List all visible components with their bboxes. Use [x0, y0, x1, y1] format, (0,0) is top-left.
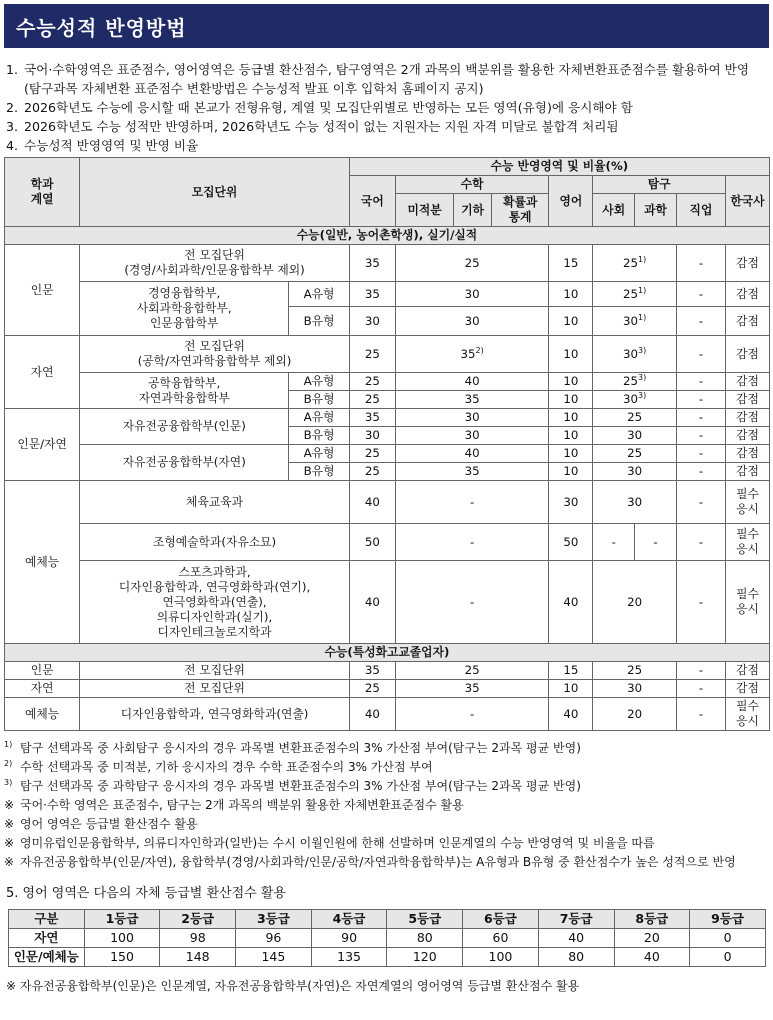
korean-cell: 25	[349, 373, 395, 391]
inquiry-cell: 30	[593, 463, 677, 481]
english-cell: 10	[549, 427, 593, 445]
english-cell: 10	[549, 307, 593, 336]
note-text: 영어 영역은 등급별 환산점수 활용	[20, 817, 198, 831]
intro-text: 2026학년도 수능 성적만 반영하며, 2026학년도 수능 성적이 없는 지원자는 지원 자격 미달로 불합격 처리됨	[24, 119, 619, 134]
english-cell: 40	[549, 698, 593, 731]
job-cell: -	[676, 698, 725, 731]
job-cell: -	[676, 445, 725, 463]
job-cell: -	[676, 282, 725, 307]
inquiry-cell: 20	[593, 561, 677, 644]
job-cell: -	[676, 662, 725, 680]
math-cell: 30	[395, 427, 549, 445]
english-grade-table	[8, 909, 766, 967]
korean-cell: 40	[349, 481, 395, 524]
job-cell: -	[676, 409, 725, 427]
korean-cell: 35	[349, 409, 395, 427]
history-cell: 감점	[726, 427, 770, 445]
english-row	[9, 929, 766, 948]
math-cell: -	[395, 481, 549, 524]
history-cell: 감점	[726, 245, 770, 282]
note-mark: 2)	[4, 759, 13, 768]
unit-cell: 자유전공융합학부(인문)	[80, 409, 289, 445]
field-cell: 인문	[5, 662, 80, 680]
note-item	[4, 777, 767, 796]
english-cell: 10	[549, 282, 593, 307]
inquiry-cell: 25$^{1)}$	[593, 282, 677, 307]
intro-num: 3.	[6, 119, 19, 134]
history-cell: 감점	[726, 336, 770, 373]
header-inquiry: 탐구	[593, 176, 726, 194]
history-cell: 필수 응시	[726, 524, 770, 561]
eng-cell: 100	[463, 948, 539, 967]
eng-cell: 90	[311, 929, 387, 948]
section-row: 수능(일반, 농어촌학생), 실기/실적	[5, 227, 770, 245]
ratio-table	[4, 157, 770, 731]
field-cell: 인문/자연	[5, 409, 80, 481]
intro-text: 수능성적 반영영역 및 반영 비율	[24, 138, 199, 153]
eng-cell: 150	[84, 948, 160, 967]
job-cell: -	[676, 307, 725, 336]
english-cell: 10	[549, 373, 593, 391]
note-item	[4, 834, 767, 853]
inquiry-cell: 25$^{1)}$	[593, 245, 677, 282]
korean-cell: 25	[349, 445, 395, 463]
field-cell: 자연	[5, 336, 80, 409]
math-cell: 35$^{2)}$	[395, 336, 549, 373]
header-calc: 미적분	[395, 194, 454, 227]
history-cell: 필수 응시	[726, 561, 770, 644]
english-cell: 10	[549, 336, 593, 373]
header-math: 수학	[395, 176, 549, 194]
unit-cell: 스포츠과학과, 디자인융합학과, 연극영화학과(연기), 연극영화학과(연출), 의류디자인학과(실기), 디자인테크놀로지학과	[80, 561, 350, 644]
english-cell: 40	[549, 561, 593, 644]
job-cell: -	[676, 391, 725, 409]
intro-item	[6, 136, 763, 155]
note-text: 수학 선택과목 중 미적분, 기하 응시자의 경우 수학 표준점수의 3% 가산점 부여	[20, 760, 433, 774]
math-cell: 30	[395, 307, 549, 336]
korean-cell: 25	[349, 680, 395, 698]
job-cell: -	[676, 561, 725, 644]
math-cell: 35	[395, 391, 549, 409]
intro-text: 2026학년도 수능에 응시할 때 본교가 전형유형, 계열 및 모집단위별로 반영하는 모든 영역(유형)에 응시해야 함	[24, 100, 633, 115]
inquiry-cell: 25	[593, 409, 677, 427]
korean-cell: 35	[349, 282, 395, 307]
inquiry-cell: 20	[593, 698, 677, 731]
korean-cell: 35	[349, 245, 395, 282]
job-cell: -	[676, 245, 725, 282]
english-cell: 10	[549, 463, 593, 481]
intro-num: 2.	[6, 100, 19, 115]
header-field: 학과 계열	[5, 158, 80, 227]
history-cell: 감점	[726, 307, 770, 336]
korean-cell: 50	[349, 524, 395, 561]
type-cell: B유형	[289, 307, 350, 336]
eng-header-cell: 9등급	[690, 910, 766, 929]
english-cell: 10	[549, 680, 593, 698]
header-group: 수능 반영영역 및 비율(%)	[349, 158, 769, 176]
eng-header-cell: 3등급	[236, 910, 312, 929]
intro-item	[6, 117, 763, 136]
history-cell: 감점	[726, 445, 770, 463]
unit-cell: 전 모집단위	[80, 680, 350, 698]
job-cell: -	[676, 481, 725, 524]
eng-header-cell: 2등급	[160, 910, 236, 929]
math-cell: 35	[395, 680, 549, 698]
job-cell: -	[676, 524, 725, 561]
eng-cell: 40	[538, 929, 614, 948]
note-mark: ※	[4, 817, 15, 831]
note-item	[4, 739, 767, 758]
math-cell: 25	[395, 662, 549, 680]
science-cell: -	[635, 524, 677, 561]
header-english: 영어	[549, 176, 593, 227]
math-cell: 30	[395, 409, 549, 427]
eng-header-cell: 6등급	[463, 910, 539, 929]
intro-item	[6, 60, 763, 98]
eng-row-label: 인문/예체능	[9, 948, 85, 967]
inquiry-cell: 30$^{1)}$	[593, 307, 677, 336]
korean-cell: 40	[349, 561, 395, 644]
header-history: 한국사	[726, 176, 770, 227]
intro-text: 국어·수학영역은 표준점수, 영어영역은 등급별 환산점수, 탐구영역은 2개 과목의 백분위를 활용한 자체변환표준점수를 활용하여 반영(탐구과목 자체변환 표준점수 변환방법은 수능성적 발표 이후 입학처 홈페이지 공지)	[24, 62, 750, 96]
header-science: 과학	[635, 194, 677, 227]
unit-cell: 디자인융합학과, 연극영화학과(연출)	[80, 698, 350, 731]
history-cell: 감점	[726, 409, 770, 427]
header-stat: 확률과 통계	[491, 194, 548, 227]
english-cell: 15	[549, 245, 593, 282]
field-cell: 자연	[5, 680, 80, 698]
history-cell: 감점	[726, 680, 770, 698]
korean-cell: 30	[349, 427, 395, 445]
note-mark: ※	[4, 798, 15, 812]
intro-num: 1.	[6, 62, 19, 77]
field-cell: 예체능	[5, 481, 80, 644]
history-cell: 감점	[726, 662, 770, 680]
korean-cell: 30	[349, 307, 395, 336]
korean-cell: 25	[349, 336, 395, 373]
type-cell: A유형	[289, 409, 350, 427]
english-cell: 10	[549, 409, 593, 427]
type-cell: B유형	[289, 391, 350, 409]
social-cell: -	[593, 524, 635, 561]
job-cell: -	[676, 463, 725, 481]
eng-cell: 80	[387, 929, 463, 948]
eng-cell: 80	[538, 948, 614, 967]
history-cell: 감점	[726, 282, 770, 307]
type-cell: B유형	[289, 463, 350, 481]
eng-cell: 100	[84, 929, 160, 948]
history-cell: 필수 응시	[726, 698, 770, 731]
note-mark: ※	[4, 836, 15, 850]
math-cell: 35	[395, 463, 549, 481]
note-item	[4, 796, 767, 815]
section-row: 수능(특성화고교졸업자)	[5, 644, 770, 662]
type-cell: A유형	[289, 445, 350, 463]
unit-cell: 전 모집단위 (공학/자연과학융합학부 제외)	[80, 336, 350, 373]
eng-cell: 135	[311, 948, 387, 967]
math-cell: 40	[395, 445, 549, 463]
unit-cell: 조형예술학과(자유소묘)	[80, 524, 350, 561]
eng-cell: 40	[614, 948, 690, 967]
eng-cell: 120	[387, 948, 463, 967]
note-item	[4, 815, 767, 834]
unit-cell: 체육교육과	[80, 481, 350, 524]
footer-note: ※ 자유전공융합학부(인문)은 인문계열, 자유전공융합학부(자연)은 자연계열의 영어영역 등급별 환산점수 활용	[6, 979, 580, 993]
note-item	[4, 853, 767, 872]
eng-cell: 148	[160, 948, 236, 967]
inquiry-cell: 30$^{3)}$	[593, 336, 677, 373]
note-mark: ※	[4, 855, 15, 869]
korean-cell: 40	[349, 698, 395, 731]
english-cell: 10	[549, 445, 593, 463]
note-text: 영미유럽인문융합학부, 의류디자인학과(일반)는 수시 이월인원에 한해 선발하며 인문계열의 수능 반영영역 및 비율을 따름	[20, 836, 655, 850]
korean-cell: 35	[349, 662, 395, 680]
math-cell: -	[395, 524, 549, 561]
english-header-row	[9, 910, 766, 929]
eng-cell: 60	[463, 929, 539, 948]
english-cell: 10	[549, 391, 593, 409]
intro-item	[6, 98, 763, 117]
unit-cell: 공학융합학부, 자연과학융합학부	[80, 373, 289, 409]
intro-num: 4.	[6, 138, 19, 153]
math-cell: 40	[395, 373, 549, 391]
header-job: 직업	[676, 194, 725, 227]
header-geom: 기하	[454, 194, 492, 227]
page-title	[4, 4, 769, 48]
unit-cell: 전 모집단위	[80, 662, 350, 680]
inquiry-cell: 30$^{3)}$	[593, 391, 677, 409]
inquiry-cell: 25	[593, 662, 677, 680]
note-item	[4, 758, 767, 777]
type-cell: B유형	[289, 427, 350, 445]
field-cell: 예체능	[5, 698, 80, 731]
eng-cell: 0	[690, 948, 766, 967]
korean-cell: 25	[349, 391, 395, 409]
english-cell: 50	[549, 524, 593, 561]
field-cell: 인문	[5, 245, 80, 336]
eng-header-cell: 5등급	[387, 910, 463, 929]
section-5-heading: 5. 영어 영역은 다음의 자체 등급별 환산점수 활용	[6, 886, 286, 901]
math-cell: 30	[395, 282, 549, 307]
eng-header-cell: 4등급	[311, 910, 387, 929]
header-social: 사회	[593, 194, 635, 227]
eng-header-cell: 8등급	[614, 910, 690, 929]
korean-cell: 25	[349, 463, 395, 481]
inquiry-cell: 25	[593, 445, 677, 463]
eng-cell: 145	[236, 948, 312, 967]
type-cell: A유형	[289, 373, 350, 391]
eng-row-label: 자연	[9, 929, 85, 948]
history-cell: 감점	[726, 463, 770, 481]
inquiry-cell: 30	[593, 680, 677, 698]
header-korean: 국어	[349, 176, 395, 227]
math-cell: 25	[395, 245, 549, 282]
eng-header-cell: 1등급	[84, 910, 160, 929]
math-cell: -	[395, 561, 549, 644]
inquiry-cell: 30	[593, 427, 677, 445]
note-text: 자유전공융합학부(인문/자연), 융합학부(경영/사회과학/인문/공학/자연과학융합학부)는 A유형과 B유형 중 환산점수가 높은 성적으로 반영	[20, 855, 736, 869]
eng-header-cell: 구분	[9, 910, 85, 929]
job-cell: -	[676, 336, 725, 373]
eng-cell: 96	[236, 929, 312, 948]
job-cell: -	[676, 373, 725, 391]
unit-cell: 경영융합학부, 사회과학융합학부, 인문융합학부	[80, 282, 289, 336]
inquiry-cell: 30	[593, 481, 677, 524]
eng-cell: 20	[614, 929, 690, 948]
notes-list	[4, 739, 767, 872]
math-cell: -	[395, 698, 549, 731]
intro-list	[6, 60, 763, 155]
history-cell: 필수 응시	[726, 481, 770, 524]
eng-cell: 98	[160, 929, 236, 948]
header-unit: 모집단위	[80, 158, 350, 227]
job-cell: -	[676, 680, 725, 698]
note-text: 탐구 선택과목 중 사회탐구 응시자의 경우 과목별 변환표준점수의 3% 가산점 부여(탐구는 2과목 평균 반영)	[20, 741, 581, 755]
unit-cell: 전 모집단위 (경영/사회과학/인문융합학부 제외)	[80, 245, 350, 282]
unit-cell: 자유전공융합학부(자연)	[80, 445, 289, 481]
history-cell: 감점	[726, 373, 770, 391]
english-row	[9, 948, 766, 967]
note-text: 탐구 선택과목 중 과학탐구 응시자의 경우 과목별 변환표준점수의 3% 가산점 부여(탐구는 2과목 평균 반영)	[20, 779, 581, 793]
eng-cell: 0	[690, 929, 766, 948]
inquiry-cell: 25$^{3)}$	[593, 373, 677, 391]
job-cell: -	[676, 427, 725, 445]
english-cell: 30	[549, 481, 593, 524]
english-cell: 15	[549, 662, 593, 680]
history-cell: 감점	[726, 391, 770, 409]
page-title-text: 수능성적 반영방법	[16, 15, 187, 40]
note-text: 국어·수학 영역은 표준점수, 탐구는 2개 과목의 백분위 활용한 자체변환표준점수 활용	[20, 798, 464, 812]
note-mark: 3)	[4, 778, 13, 787]
note-mark: 1)	[4, 740, 13, 749]
eng-header-cell: 7등급	[538, 910, 614, 929]
type-cell: A유형	[289, 282, 350, 307]
